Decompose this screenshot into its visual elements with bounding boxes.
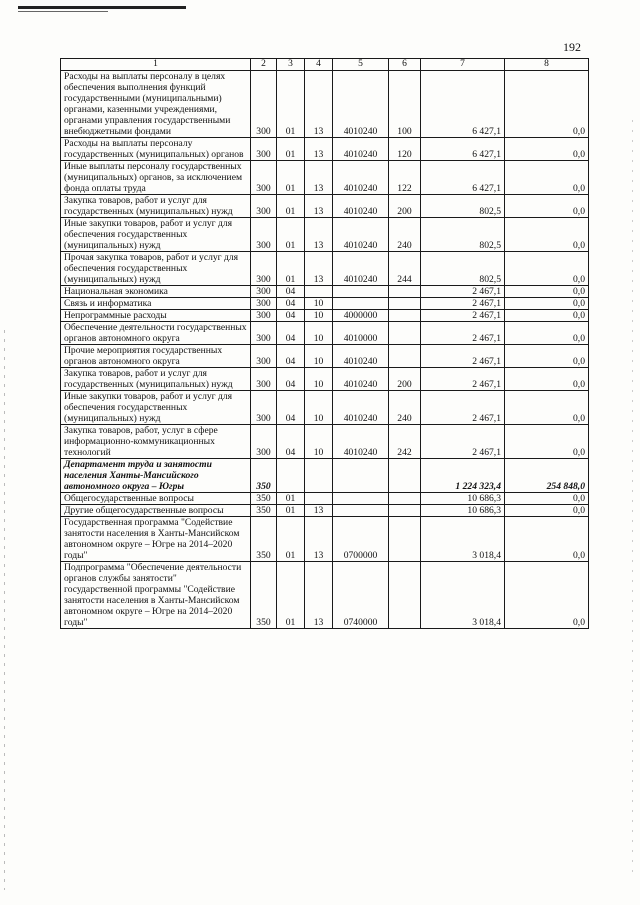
row-name: Другие общегосударственные вопросы xyxy=(61,505,251,517)
row-code-section: 01 xyxy=(277,138,305,161)
row-code-subsection: 13 xyxy=(305,505,333,517)
row-code-expense-type xyxy=(389,562,421,629)
col-header-6: 6 xyxy=(389,59,421,71)
row-code-expense-type xyxy=(389,298,421,310)
page-number: 192 xyxy=(563,40,581,54)
row-code-expense-type xyxy=(389,517,421,562)
table-row xyxy=(61,505,589,517)
row-code-admin: 300 xyxy=(251,345,277,368)
row-code-expense-type: 122 xyxy=(389,161,421,195)
col-header-3: 3 xyxy=(277,59,305,71)
row-amount-federal: 0,0 xyxy=(505,161,589,195)
row-code-section: 01 xyxy=(277,161,305,195)
row-amount: 2 467,1 xyxy=(421,310,505,322)
row-code-section: 01 xyxy=(277,71,305,138)
row-code-subsection: 13 xyxy=(305,218,333,252)
row-amount: 802,5 xyxy=(421,195,505,218)
row-code-admin: 300 xyxy=(251,252,277,286)
row-code-admin: 300 xyxy=(251,161,277,195)
row-code-admin: 300 xyxy=(251,298,277,310)
row-amount-federal: 0,0 xyxy=(505,391,589,425)
row-code-subsection: 10 xyxy=(305,368,333,391)
col-header-2: 2 xyxy=(251,59,277,71)
row-code-section: 04 xyxy=(277,322,305,345)
row-name: Связь и информатика xyxy=(61,298,251,310)
row-code-section: 04 xyxy=(277,310,305,322)
row-name: Закупка товаров, работ и услуг для государственных (муниципальных) нужд xyxy=(61,195,251,218)
table-row xyxy=(61,218,589,252)
row-code-admin: 300 xyxy=(251,286,277,298)
row-code-target xyxy=(333,459,389,493)
row-code-admin: 350 xyxy=(251,562,277,629)
row-amount-federal: 0,0 xyxy=(505,517,589,562)
row-amount: 6 427,1 xyxy=(421,138,505,161)
row-name: Закупка товаров, работ и услуг для государственных (муниципальных) нужд xyxy=(61,368,251,391)
row-name: Прочая закупка товаров, работ и услуг для обеспечения государственных (муниципальных) нужд xyxy=(61,252,251,286)
table-row xyxy=(61,71,589,138)
row-code-admin: 300 xyxy=(251,368,277,391)
top-rule xyxy=(18,6,186,9)
table-row xyxy=(61,345,589,368)
row-amount: 2 467,1 xyxy=(421,322,505,345)
top-rule-thin xyxy=(18,11,108,12)
row-code-subsection: 10 xyxy=(305,425,333,459)
row-code-subsection: 13 xyxy=(305,252,333,286)
row-code-section: 04 xyxy=(277,368,305,391)
row-amount: 10 686,3 xyxy=(421,493,505,505)
row-code-target: 4010240 xyxy=(333,345,389,368)
row-code-subsection xyxy=(305,493,333,505)
row-code-admin: 350 xyxy=(251,517,277,562)
row-code-expense-type xyxy=(389,322,421,345)
row-code-section: 01 xyxy=(277,505,305,517)
row-name: Национальная экономика xyxy=(61,286,251,298)
row-code-target: 4010240 xyxy=(333,425,389,459)
row-name: Расходы на выплаты персоналу в целях обеспечения выполнения функций государственными (муниципальными) органами, казенными учреждениями, органами управления государственными внебюджетными фондами xyxy=(61,71,251,138)
table-row xyxy=(61,298,589,310)
row-amount-federal: 254 848,0 xyxy=(505,459,589,493)
row-amount: 1 224 323,4 xyxy=(421,459,505,493)
row-code-expense-type: 200 xyxy=(389,368,421,391)
row-code-target xyxy=(333,505,389,517)
row-code-target xyxy=(333,298,389,310)
row-code-subsection: 13 xyxy=(305,562,333,629)
row-name: Общегосударственные вопросы xyxy=(61,493,251,505)
row-amount-federal: 0,0 xyxy=(505,286,589,298)
row-code-subsection: 13 xyxy=(305,195,333,218)
row-code-admin: 300 xyxy=(251,391,277,425)
row-amount-federal: 0,0 xyxy=(505,310,589,322)
row-name: Иные закупки товаров, работ и услуг для обеспечения государственных (муниципальных) нужд xyxy=(61,391,251,425)
row-amount-federal: 0,0 xyxy=(505,252,589,286)
table-row xyxy=(61,195,589,218)
row-code-expense-type: 240 xyxy=(389,218,421,252)
header-row xyxy=(61,59,589,71)
row-code-subsection: 10 xyxy=(305,391,333,425)
row-code-section: 04 xyxy=(277,345,305,368)
row-amount: 2 467,1 xyxy=(421,298,505,310)
table-row xyxy=(61,161,589,195)
row-name: Закупка товаров, работ, услуг в сфере информационно-коммуникационных технологий xyxy=(61,425,251,459)
row-amount: 3 018,4 xyxy=(421,562,505,629)
row-code-target xyxy=(333,493,389,505)
row-name: Обеспечение деятельности государственных органов автономного округа xyxy=(61,322,251,345)
row-code-target: 4010240 xyxy=(333,161,389,195)
row-code-section: 01 xyxy=(277,562,305,629)
table-row xyxy=(61,310,589,322)
row-amount: 2 467,1 xyxy=(421,368,505,391)
row-amount-federal: 0,0 xyxy=(505,505,589,517)
row-code-section: 04 xyxy=(277,286,305,298)
scan-edge-left xyxy=(4,330,5,890)
row-code-admin: 350 xyxy=(251,459,277,493)
row-code-admin: 300 xyxy=(251,138,277,161)
scan-edge-right xyxy=(632,120,633,880)
row-code-expense-type xyxy=(389,459,421,493)
row-amount: 802,5 xyxy=(421,252,505,286)
row-code-target: 0740000 xyxy=(333,562,389,629)
row-code-admin: 300 xyxy=(251,322,277,345)
row-amount-federal: 0,0 xyxy=(505,195,589,218)
row-amount-federal: 0,0 xyxy=(505,322,589,345)
row-code-subsection: 13 xyxy=(305,517,333,562)
row-amount: 2 467,1 xyxy=(421,286,505,298)
table-row xyxy=(61,138,589,161)
row-code-subsection: 13 xyxy=(305,71,333,138)
row-code-subsection xyxy=(305,459,333,493)
row-code-expense-type: 120 xyxy=(389,138,421,161)
row-code-target: 4010240 xyxy=(333,138,389,161)
row-code-expense-type: 200 xyxy=(389,195,421,218)
col-header-1: 1 xyxy=(61,59,251,71)
row-code-subsection: 13 xyxy=(305,161,333,195)
row-name: Иные выплаты персоналу государственных (муниципальных) органов, за исключением фонда оплаты труда xyxy=(61,161,251,195)
row-code-section: 01 xyxy=(277,218,305,252)
row-code-subsection: 10 xyxy=(305,322,333,345)
row-code-subsection: 10 xyxy=(305,345,333,368)
row-amount-federal: 0,0 xyxy=(505,493,589,505)
row-code-section xyxy=(277,459,305,493)
row-code-admin: 300 xyxy=(251,310,277,322)
row-code-expense-type xyxy=(389,345,421,368)
row-code-admin: 300 xyxy=(251,71,277,138)
row-amount: 2 467,1 xyxy=(421,391,505,425)
row-amount: 2 467,1 xyxy=(421,425,505,459)
row-code-expense-type: 244 xyxy=(389,252,421,286)
row-code-section: 01 xyxy=(277,252,305,286)
row-code-expense-type: 240 xyxy=(389,391,421,425)
table-row xyxy=(61,425,589,459)
row-name: Прочие мероприятия государственных органов автономного округа xyxy=(61,345,251,368)
col-header-8: 8 xyxy=(505,59,589,71)
col-header-5: 5 xyxy=(333,59,389,71)
table-row xyxy=(61,286,589,298)
row-code-admin: 300 xyxy=(251,425,277,459)
table-row xyxy=(61,322,589,345)
row-code-expense-type: 100 xyxy=(389,71,421,138)
row-code-target: 4010240 xyxy=(333,71,389,138)
row-name: Государственная программа "Содействие занятости населения в Ханты-Мансийском автономном округе – Югре на 2014–2020 годы" xyxy=(61,517,251,562)
row-amount-federal: 0,0 xyxy=(505,562,589,629)
row-code-target: 4000000 xyxy=(333,310,389,322)
row-amount: 6 427,1 xyxy=(421,161,505,195)
col-header-4: 4 xyxy=(305,59,333,71)
row-code-admin: 300 xyxy=(251,195,277,218)
row-code-target: 4010240 xyxy=(333,252,389,286)
table-row xyxy=(61,252,589,286)
row-name: Иные закупки товаров, работ и услуг для обеспечения государственных (муниципальных) нужд xyxy=(61,218,251,252)
row-code-section: 04 xyxy=(277,425,305,459)
row-code-subsection: 10 xyxy=(305,298,333,310)
row-code-target: 0700000 xyxy=(333,517,389,562)
row-amount-federal: 0,0 xyxy=(505,218,589,252)
table-row xyxy=(61,391,589,425)
table-row xyxy=(61,459,589,493)
row-code-expense-type xyxy=(389,286,421,298)
row-code-subsection xyxy=(305,286,333,298)
row-amount-federal: 0,0 xyxy=(505,298,589,310)
row-code-expense-type: 242 xyxy=(389,425,421,459)
col-header-7: 7 xyxy=(421,59,505,71)
row-code-target: 4010240 xyxy=(333,195,389,218)
row-amount: 6 427,1 xyxy=(421,71,505,138)
row-code-admin: 350 xyxy=(251,493,277,505)
row-code-expense-type xyxy=(389,505,421,517)
row-name: Подпрограмма "Обеспечение деятельности органов службы занятости" государственной программы "Содействие занятости населения в Ханты-Мансийском автономном округе – Югре на 2014–2020 годы" xyxy=(61,562,251,629)
row-code-subsection: 13 xyxy=(305,138,333,161)
row-code-section: 01 xyxy=(277,493,305,505)
row-name: Расходы на выплаты персоналу государственных (муниципальных) органов xyxy=(61,138,251,161)
row-code-target: 4010240 xyxy=(333,368,389,391)
row-amount: 2 467,1 xyxy=(421,345,505,368)
row-code-expense-type xyxy=(389,493,421,505)
row-code-section: 01 xyxy=(277,517,305,562)
table-body xyxy=(61,59,589,629)
row-amount-federal: 0,0 xyxy=(505,138,589,161)
row-code-admin: 300 xyxy=(251,218,277,252)
row-code-section: 01 xyxy=(277,195,305,218)
row-amount-federal: 0,0 xyxy=(505,71,589,138)
budget-table xyxy=(60,58,589,629)
row-code-target: 4010240 xyxy=(333,391,389,425)
row-code-expense-type xyxy=(389,310,421,322)
row-code-target: 4010240 xyxy=(333,218,389,252)
row-amount: 10 686,3 xyxy=(421,505,505,517)
row-amount: 802,5 xyxy=(421,218,505,252)
row-code-section: 04 xyxy=(277,391,305,425)
row-name: Непрограммные расходы xyxy=(61,310,251,322)
row-code-subsection: 10 xyxy=(305,310,333,322)
row-code-target: 4010000 xyxy=(333,322,389,345)
table-row xyxy=(61,562,589,629)
table-row xyxy=(61,493,589,505)
row-amount: 3 018,4 xyxy=(421,517,505,562)
table-row xyxy=(61,517,589,562)
row-name: Департамент труда и занятости населения Ханты-Мансийского автономного округа – Югры xyxy=(61,459,251,493)
row-amount-federal: 0,0 xyxy=(505,368,589,391)
row-code-section: 04 xyxy=(277,298,305,310)
row-amount-federal: 0,0 xyxy=(505,345,589,368)
row-amount-federal: 0,0 xyxy=(505,425,589,459)
row-code-target xyxy=(333,286,389,298)
row-code-admin: 350 xyxy=(251,505,277,517)
table-row xyxy=(61,368,589,391)
